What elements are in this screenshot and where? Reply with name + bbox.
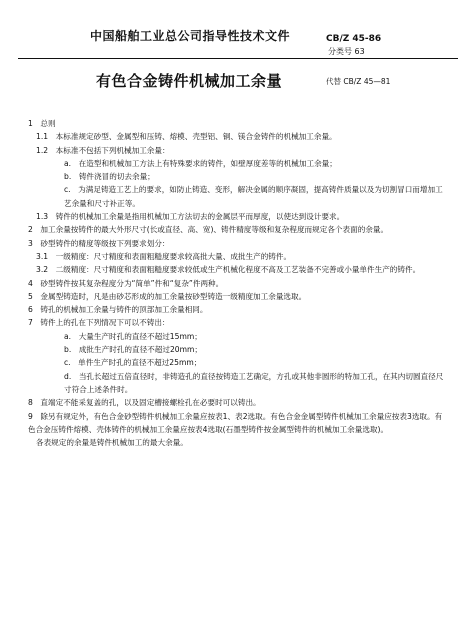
body-paragraph: 7 铸件上的孔在下列情况下可以不铸出： <box>28 318 170 328</box>
body-paragraph: 1.1 本标准规定砂型、金属型和压铸、熔模、壳型铝、铜、镁合金铸件的机械加工余量。 <box>36 132 337 142</box>
body-paragraph: 4 砂型铸件按其复杂程度分为“简单”件和“复杂”件两种。 <box>28 278 224 288</box>
body-paragraph: b. 铸件浇冒的切去余量； <box>64 172 155 182</box>
body-paragraph: 8 直端定不能采复盖的孔，以及固定槽接螺栓孔在必要时可以铸出。 <box>28 398 261 408</box>
body-paragraph: 3.1 一级精度：尺寸精度和表面粗糙度要求较高批大量、成批生产的铸件。 <box>36 251 292 261</box>
header-rule <box>18 58 458 59</box>
issuing-organization: 中国船舶工业总公司指导性技术文件 <box>90 29 291 43</box>
body-paragraph: 各表规定的余量是铸件机械加工的最大余量。 <box>36 438 188 448</box>
body-paragraph: 3 砂型铸件的精度等级按下列要求划分： <box>28 238 170 248</box>
classification-number: 分类号 63 <box>328 47 365 56</box>
body-paragraph: 5 金属型铸造时，凡是由砂芯形成的加工余量按砂型铸造一级精度加工余量选取。 <box>28 291 307 301</box>
body-paragraph: 3.2 二级精度：尺寸精度和表面粗糙度要求较低或生产机械化程度不高及工艺装备不完善或小量单件生产的铸件。 <box>36 265 421 275</box>
body-paragraph: d. 当孔长超过五倍直径时，非铸造孔的直径按铸造工艺确定，方孔或其他非圆形的特加工孔，在其内切圆直径尺寸符合上述条件时。 <box>64 371 444 394</box>
document-title: 有色合金铸件机械加工余量 <box>96 72 283 90</box>
body-paragraph: 9 除另有规定外，有色合金砂型铸件机械加工余量应按表1、表2选取。有色合金金属型铸件机械加工余量应按表3选取。有色合金压铸件熔模、壳体铸件的机械加工余量应按表4选取(石墨型铸件按金属型铸件的机械加工余量选取)。 <box>28 411 443 434</box>
body-paragraph: b. 成批生产时孔的直径不超过20mm； <box>64 345 203 355</box>
standard-code: CB/Z 45-86 <box>326 34 382 44</box>
body-paragraph: 2 加工余量按铸件的最大外形尺寸(长或直径、高、宽)、铸件精度等级和复杂程度而规定各个表面的余量。 <box>28 225 389 235</box>
replaces-standard: 代替 CB/Z 45—81 <box>326 77 391 86</box>
document-body <box>28 117 448 449</box>
body-paragraph: c. 为满足铸造工艺上的要求，如防止铸造、变形，解决金属的顺序凝固，提高铸件质量以及为切割冒口而增加工艺余量和尺寸补正等。 <box>64 185 443 208</box>
body-paragraph: c. 单件生产时孔的直径不超过25mm； <box>64 358 202 368</box>
body-paragraph: 1.2 本标准不包括下列机械加工余量： <box>36 145 170 155</box>
body-paragraph: a. 大量生产时孔的直径不超过15mm； <box>64 331 202 341</box>
body-paragraph: a. 在造型和机械加工方法上有特殊要求的铸件，如壁厚度差等的机械加工余量； <box>64 158 337 168</box>
body-paragraph: 1.3 铸件的机械加工余量是指用机械加工方法切去的金属层平而厚度，以使达到设计要求。 <box>36 212 345 222</box>
body-paragraph: 1 总则 <box>28 119 56 128</box>
body-paragraph: 6 铸孔的机械加工余量与铸件的顶部加工余量相同。 <box>28 305 208 315</box>
